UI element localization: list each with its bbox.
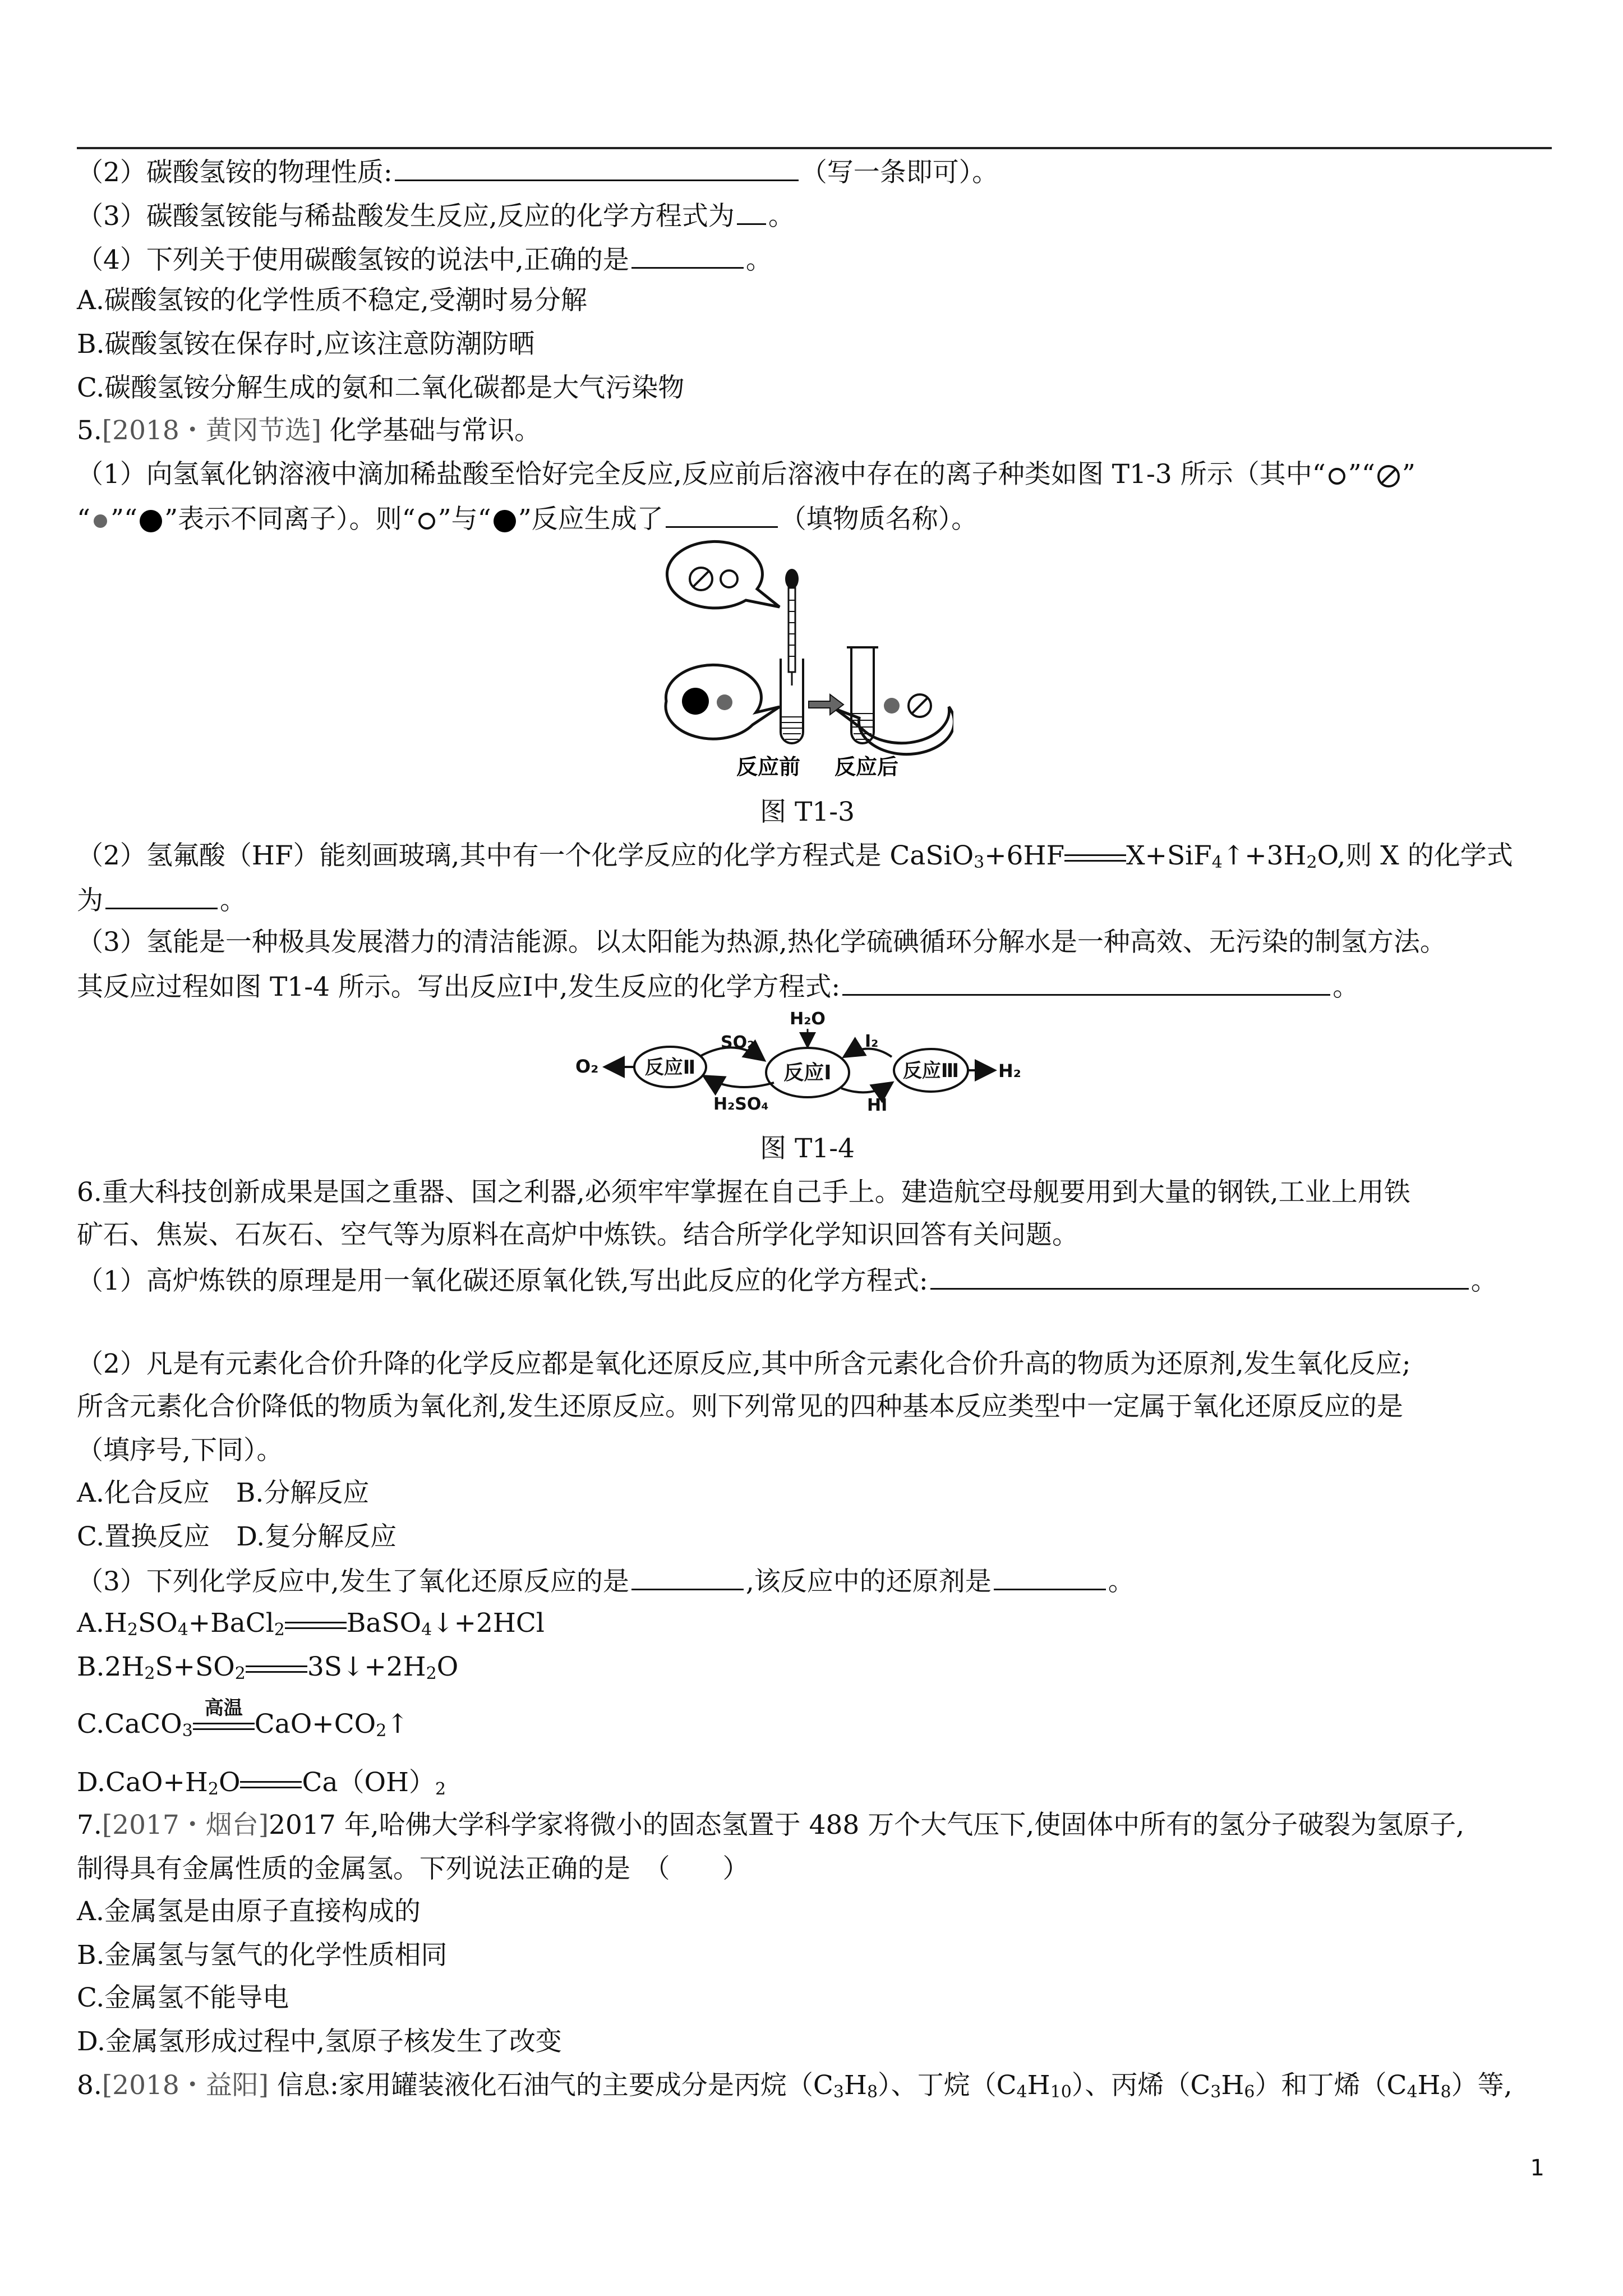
label-so2: SO₂: [721, 1033, 755, 1052]
q6-reaction-a: $A.H_2SO_4+BaCl_2$ BaSO$_4$↓+2HCl: [77, 1608, 545, 1640]
answer-blank[interactable]: [395, 153, 799, 181]
q7-stem-line2: 制得具有金属性质的金属氢。下列说法正确的是 （ ）: [77, 1853, 749, 1884]
q7-option-d: D.金属氢形成过程中,氢原子核发生了改变: [77, 2026, 562, 2057]
label-before: 反应前: [736, 754, 801, 779]
equals-sign: [285, 1614, 347, 1636]
reaction-1: 反应Ⅰ: [783, 1061, 832, 1084]
question-source: [2018・黄冈节选]: [102, 415, 322, 446]
figure-t1-4: [572, 1010, 1066, 1122]
reaction-2: 反应Ⅱ: [644, 1056, 696, 1079]
answer-blank[interactable]: [994, 1562, 1106, 1590]
q6-reaction-d: $D.CaO+H_2O$ $Ca(OH)_2$: [77, 1767, 446, 1799]
q8-stem-line1: 8.[2018・益阳] 信息:家用罐装液化石油气的主要成分是丙烷$(C_3H_8)$、丁烷$(C_4H_{10})$、丙烯$(C_3H_6)$和丁烯$(C_4H_8)$等,: [77, 2070, 1513, 2102]
ions-after: [884, 694, 931, 717]
answer-blank[interactable]: [105, 881, 218, 909]
answer-blank[interactable]: [631, 240, 744, 269]
answer-blank[interactable]: [737, 196, 766, 225]
q6-options-ab: A.化合反应 B.分解反应: [77, 1478, 370, 1508]
label-h2o: H₂O: [790, 1010, 826, 1029]
dropper-icon: [785, 569, 799, 685]
q5-part1-line1: （1）向氢氧化钠溶液中滴加稀盐酸至恰好完全反应,反应前后溶液中存在的离子种类如图 T1-3 所示（其中“ ”“ ”: [77, 459, 1415, 490]
equals-sign-with-condition: [193, 1697, 255, 1737]
figure-caption: 图 T1-3: [760, 797, 855, 827]
open-circle-icon: [1326, 465, 1348, 487]
equals-sign: [1064, 846, 1126, 869]
q4-part4: （4）下列关于使用碳酸氢铵的说法中,正确的是 。: [77, 240, 772, 278]
q4-part3: （3）碳酸氢铵能与稀盐酸发生反应,反应的化学方程式为 。: [77, 196, 795, 234]
page-number: 1: [1530, 2155, 1544, 2181]
q6-reaction-b: $B.2H_2S+SO_2$ $3S↓+2H_2O$: [77, 1651, 459, 1683]
q5-header: 5.[2018・黄冈节选] 化学基础与常识。: [77, 415, 541, 446]
question-source: [2018・益阳]: [102, 2070, 269, 2101]
reaction-3: 反应Ⅲ: [902, 1060, 960, 1082]
label-o2: O₂: [575, 1056, 599, 1077]
equals-sign: [246, 1658, 307, 1680]
figure-t1-3: [662, 539, 953, 785]
figure-caption: 图 T1-4: [760, 1133, 855, 1164]
q6-options-cd: C.置换反应 D.复分解反应: [77, 1521, 397, 1552]
label-after: 反应后: [834, 754, 899, 779]
gray-dot-icon: [90, 511, 110, 531]
answer-blank[interactable]: [631, 1562, 744, 1590]
label-i2: I₂: [865, 1032, 879, 1051]
q6-part1: （1）高炉炼铁的原理是用一氧化碳还原氧化铁,写出此反应的化学方程式: 。: [77, 1261, 1497, 1299]
answer-blank[interactable]: [666, 499, 778, 528]
q6-part3: （3）下列化学反应中,发生了氧化还原反应的是 ,该反应中的还原剂是 。: [77, 1562, 1135, 1600]
open-circle-icon: [416, 510, 438, 532]
q4-option-a: A.碳酸氢铵的化学性质不稳定,受潮时易分解: [77, 285, 587, 316]
black-dot-icon: [137, 508, 164, 535]
reaction-condition: 高温: [204, 1697, 243, 1719]
equals-sign: [240, 1773, 302, 1796]
question-source: [2017・烟台]: [102, 1810, 269, 1841]
answer-blank[interactable]: [930, 1261, 1469, 1290]
slashed-circle-icon: [1375, 463, 1402, 490]
q7-option-b: B.金属氢与氢气的化学性质相同: [77, 1940, 448, 1971]
q5-part2-line2: 为 。: [77, 881, 246, 919]
q6-part2-line2: 所含元素化合价降低的物质为氧化剂,发生还原反应。则下列常见的四种基本反应类型中一定属于氧化还原反应的是: [77, 1391, 1403, 1422]
q5-part3-line1: （3）氢能是一种极具发展潜力的清洁能源。以太阳能为热源,热化学硫碘循环分解水是一种高效、无污染的制氢方法。: [77, 927, 1446, 958]
q6-reaction-c: C.CaCO$_3$ 高温 $CaO+CO_2↑$: [77, 1706, 409, 1742]
speech-bubble-top: [667, 541, 780, 608]
q4-part2: （2）碳酸氢铵的物理性质: （写一条即可）。: [77, 153, 998, 191]
label-hi: HI: [867, 1096, 888, 1115]
q7-stem-line1: 7.[2017・烟台]2017 年,哈佛大学科学家将微小的固态氢置于 488 万个大气压下,使固体中所有的氢分子破裂为氢原子,: [77, 1810, 1465, 1841]
q5-part1-line2: “ ”“ ”表示不同离子）。则“ ”与“ ”反应生成了 （填物质名称）。: [77, 499, 978, 537]
black-dot-icon: [491, 508, 518, 535]
label-h2so4: H₂SO₄: [713, 1094, 769, 1114]
q4-option-c: C.碳酸氢铵分解生成的氨和二氧化碳都是大气污染物: [77, 372, 685, 403]
q4-option-b: B.碳酸氢铵在保存时,应该注意防潮防晒: [77, 329, 535, 360]
q6-part2-line3: （填序号,下同）。: [77, 1435, 283, 1466]
header-rule: [77, 147, 1552, 149]
q6-part2-line1: （2）凡是有元素化合价升降的化学反应都是氧化还原反应,其中所含元素化合价升高的物质为还原剂,发生氧化反应;: [77, 1349, 1411, 1379]
q7-option-c: C.金属氢不能导电: [77, 1982, 289, 2013]
q5-part2-line1: （2）氢氟酸（HF）能刻画玻璃,其中有一个化学反应的化学方程式是 CaSiO$_3$+6HF $X+SiF_4↑+3H_2O$,则 X 的化学式: [77, 840, 1513, 872]
q6-stem-line2: 矿石、焦炭、石灰石、空气等为原料在高炉中炼铁。结合所学化学知识回答有关问题。: [77, 1220, 1078, 1250]
label-h2: H₂: [998, 1060, 1021, 1082]
q7-option-a: A.金属氢是由原子直接构成的: [77, 1896, 421, 1927]
q5-part3-line2: 其反应过程如图 T1-4 所示。写出反应Ⅰ中,发生反应的化学方程式: 。: [77, 967, 1359, 1005]
answer-blank[interactable]: [842, 967, 1330, 996]
q6-stem-line1: 6.重大科技创新成果是国之重器、国之利器,必须牢牢掌握在自己手上。建造航空母舰要用到大量的钢铁,工业上用铁: [77, 1177, 1410, 1208]
